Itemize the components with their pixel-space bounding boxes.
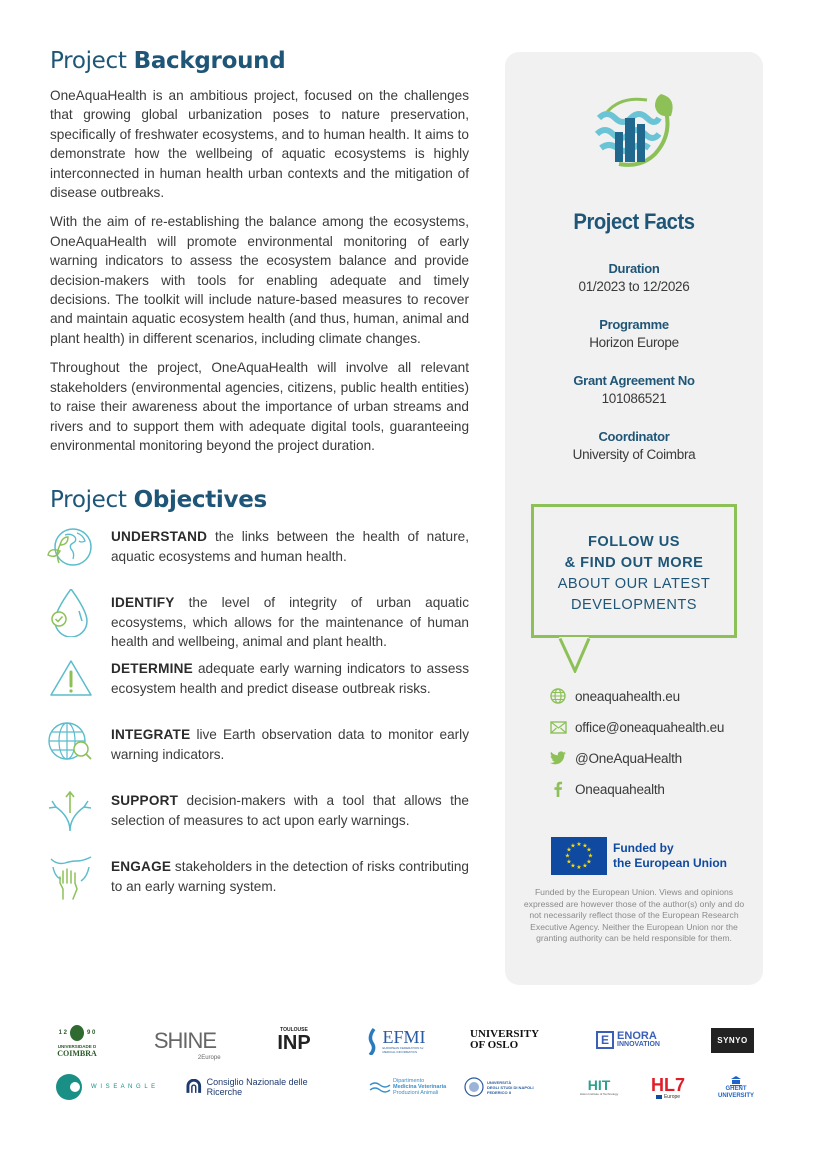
logo-enora-innovation: E ENORA INNOVATION — [591, 1029, 665, 1051]
warning-triangle-icon — [37, 655, 97, 703]
logo-ghent-university: GHENT UNIVERSITY — [716, 1072, 756, 1104]
svg-text:★: ★ — [576, 865, 582, 871]
svg-text:★: ★ — [587, 853, 594, 860]
envelope-icon — [550, 721, 567, 734]
logo-shine-2europe: SHINE 2Europe — [153, 1028, 221, 1061]
svg-text:★: ★ — [570, 843, 576, 850]
logo-university-of-coimbra: 1 2 9 0 UNIVERSIDADE D COIMBRA — [52, 1021, 102, 1061]
objective-engage: ENGAGE stakeholders in the detection of risks contributing to an early warning system. — [50, 857, 469, 923]
objective-support: SUPPORT decision-makers with a tool that allows the selection of measures to act upon early warnings. — [50, 791, 469, 857]
project-facts-title: Project Facts — [573, 209, 695, 234]
objectives-list — [50, 527, 469, 923]
facebook-icon — [553, 781, 563, 797]
fact-grant-agreement: Grant Agreement No 101086521 — [573, 373, 695, 406]
globe-icon — [550, 688, 566, 704]
eu-flag-icon — [551, 837, 607, 875]
left-column — [50, 44, 469, 923]
fact-coordinator: Coordinator University of Coimbra — [572, 429, 696, 462]
svg-text:★: ★ — [570, 863, 576, 870]
objective-understand: UNDERSTAND the links between the health of nature, aquatic ecosystems and human health. — [50, 527, 469, 593]
svg-text:★: ★ — [576, 842, 582, 848]
logo-university-of-oslo: UNIVERSITY OF OSLO — [470, 1028, 540, 1051]
globe-leaf-icon — [37, 523, 97, 571]
svg-text:★: ★ — [582, 843, 588, 850]
objectives-heading: Project Objectives — [50, 487, 267, 514]
facebook-link[interactable]: Oneaquahealth — [549, 778, 759, 800]
svg-text:★: ★ — [586, 859, 592, 866]
twitter-link[interactable]: @OneAquaHealth — [549, 747, 759, 769]
logo-dipartimento-medicina-veterinaria: Dipartimento Medicina Veterinaria Produzioni Animali — [369, 1076, 459, 1098]
background-heading: Project Background — [50, 48, 286, 74]
logo-synyo: SYNYO — [711, 1028, 754, 1053]
twitter-icon — [550, 751, 566, 765]
follow-us-callout: FOLLOW US & FIND OUT MORE ABOUT OUR LATEST DEVELOPMENTS — [531, 504, 737, 638]
background-paragraph-1: OneAquaHealth is an ambitious project, focused on the challenges that growing global urbanization poses to nature preservation, specifically of freshwater ecosystems, and to human health. It aims to demonstrate how the wellbeing of aquatic ecosystems is highly interconnected in human health urban contexts and the mitigation of disease outbreaks. — [50, 88, 469, 201]
svg-text:★: ★ — [582, 863, 588, 870]
objective-identify: IDENTIFY the level of integrity of urban aquatic ecosystems, which allows for the maintenance of human health and wellbeing, animal and plant health. — [50, 593, 469, 659]
logo-toulouse-inp: TOULOUSE INP — [277, 1027, 311, 1054]
email-link[interactable]: office@oneaquahealth.eu — [549, 716, 759, 738]
logo-hit-holon: HIT Holon Institute of Technology — [579, 1077, 619, 1096]
objective-determine: DETERMINE adequate early warning indicators to assess ecosystem health and predict disease outbreak risks. — [50, 659, 469, 725]
eu-funding-badge: ★ ★ ★ ★ ★ ★ ★ ★ ★ ★ ★ ★ Funded by the European Union — [551, 837, 741, 875]
oneaquahealth-logo-icon — [593, 88, 677, 172]
globe-search-icon — [37, 721, 97, 769]
logo-hl7-europe: HL7 Europe — [650, 1075, 685, 1100]
background-paragraph-3: Throughout the project, OneAquaHealth will involve all relevant stakeholders (environmental agencies, citizens, public health entities) to raise their awareness about the importance of urban streams and rivers and to support them with adequate digital tools, guaranteeing environmental monitoring beyond the project duration. — [50, 360, 469, 453]
eu-disclaimer: Funded by the European Union. Views and opinions expressed are however those of the author(s) only and do not necessarily reflect those of the European Research Executive Agency. Neither the European Union nor the granting authority can be held responsible for them. — [523, 887, 745, 944]
svg-text:★: ★ — [566, 847, 572, 854]
fact-duration: Duration 01/2023 to 12/2026 — [578, 261, 690, 294]
objective-integrate: INTEGRATE live Earth observation data to monitor early warning indicators. — [50, 725, 469, 791]
speech-bubble-tail-icon — [537, 637, 593, 673]
fact-programme: Programme Horizon Europe — [589, 317, 679, 350]
arrows-split-icon — [37, 787, 97, 835]
svg-text:★: ★ — [566, 859, 572, 866]
svg-text:★: ★ — [586, 847, 592, 854]
project-facts-panel — [505, 52, 763, 985]
raised-hands-icon — [37, 853, 97, 901]
website-link[interactable]: oneaquahealth.eu — [549, 685, 759, 707]
logo-cnr: Consiglio Nazionale delle Ricerche — [186, 1076, 342, 1098]
water-drop-check-icon — [37, 589, 97, 637]
logo-universita-napoli-federico-ii: UNIVERSITÀ DEGLI STUDI DI NAPOLI FEDERICO II — [464, 1075, 544, 1099]
logo-efmi: EFMI EUROPEAN FEDERATION for MEDICAL INFORMATICS — [364, 1025, 428, 1057]
logo-wiseangle: W I S E A N G L E — [55, 1072, 161, 1102]
partner-logos — [0, 1018, 813, 1108]
svg-text:★: ★ — [564, 853, 571, 860]
background-paragraph-2: With the aim of re-establishing the balance among the ecosystems, OneAquaHealth will promote environmental monitoring of early warning indicators to assess the ecosystem balance and provide decision-makers with tools for enabling adequate and timely decisions. The toolkit will include nature-based measures to recover and maintain aquatic ecosystem health (and thus, human, animal and plant health) in different scenarios, including climate changes. — [50, 214, 469, 346]
